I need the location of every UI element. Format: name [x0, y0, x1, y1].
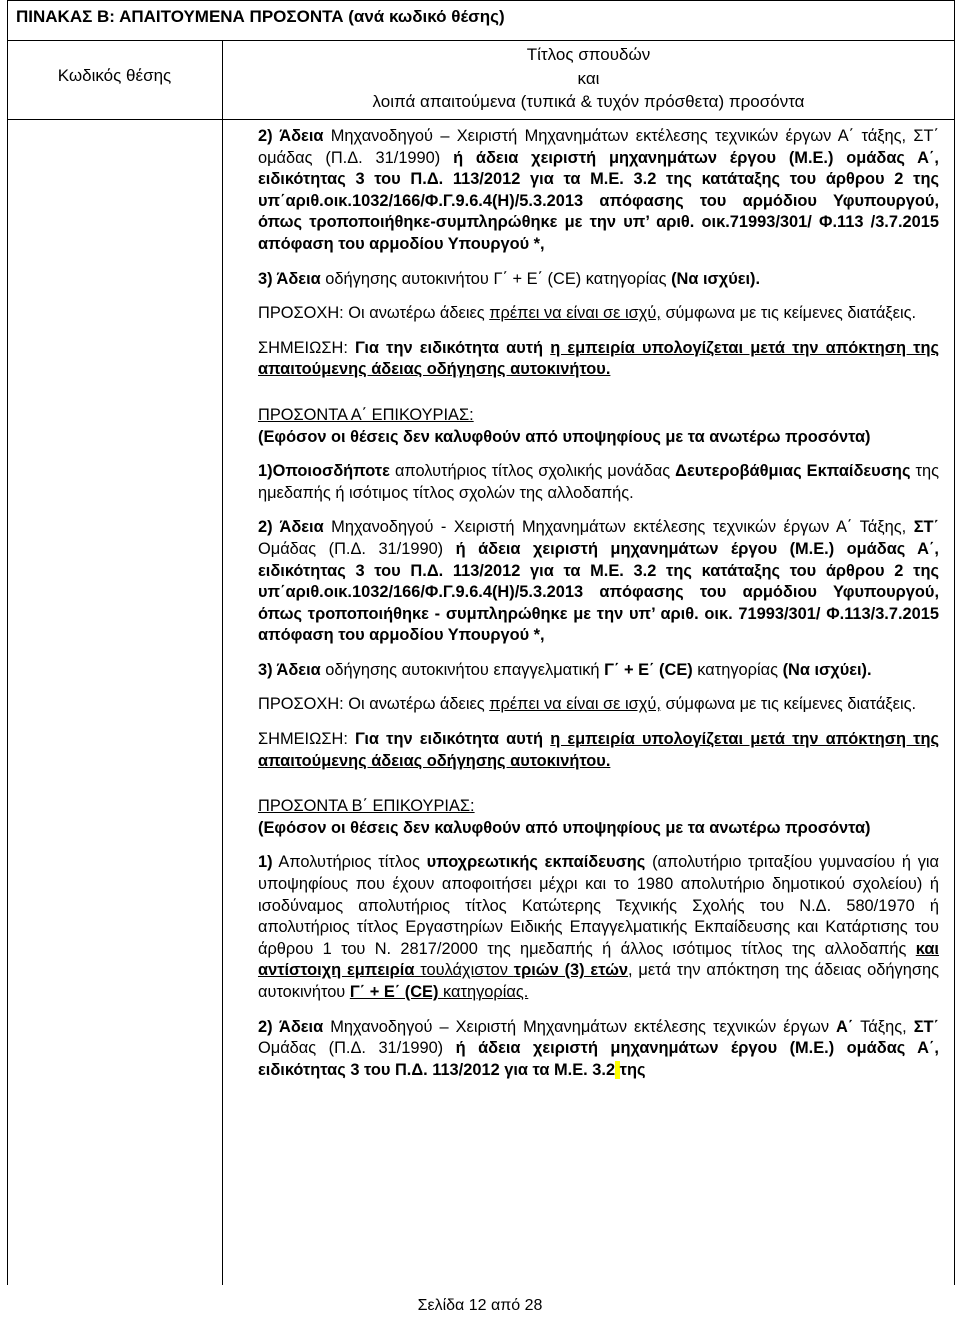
header-row-divider — [7, 119, 954, 120]
a-education: 1)Οποιοσδήποτε απολυτήριος τίτλος σχολικής μονάδας Δευτεροβάθμιας Εκπαίδευσης της ημεδαπής ή ισότιμος τίτλος σχολών της αλλοδαπής. — [258, 462, 940, 502]
header-requirements-column — [223, 43, 954, 114]
requirements-content — [258, 126, 939, 1081]
b-education: 1) Απολυτήριος τίτλος υποχρεωτικής εκπαίδευσης (απολυτήριο τριταξίου γυμνασίου ή για υποψηφίους που έχουν αποφοιτήσει μέχρι και το 1980 απολυτήριο δημοτικού σχολείου) ή ισοδύναμος απολυτήριος τίτλος Κατώτερης Τεχνικής Σχολής του Ν.Δ. 580/1970 ή απολυτήριος τίτλος Εργαστηρίων Ειδικής Επαγγελματικής Εκπαίδευσης και Κατάρτισης του άρθρου 1 του Ν. 2817/2000 της ημεδαπής ή άλλος ισότιμος τίτλος της αλλοδαπής και αντίστοιχη εμπειρία τουλάχιστον τριών (3) ετών, μετά την απόκτηση της άδειας οδήγησης αυτοκινήτου Γ΄ + Ε΄ (CE) κατηγορίας. — [258, 853, 940, 1001]
b-license-operator: 2) Άδεια Μηχανοδηγού – Χειριστή Μηχανημάτων εκτέλεσης τεχνικών έργων Α΄ Τάξης, ΣΤ΄ Ομάδας (Π.Δ. 31/1990) ή άδεια χειριστή μηχανημάτων έργου (Μ.Ε.) ομάδας Α΄, ειδικότητας 3 του Π.Δ. 113/2012 για τα Μ.Ε. 3.2 της — [258, 1017, 939, 1079]
a-license-operator: 2) Άδεια Μηχανοδηγού - Χειριστή Μηχανημάτων εκτέλεσης τεχνικών έργων Α΄ Τάξης, ΣΤ΄ Ομάδας (Π.Δ. 31/1990) ή άδεια χειριστή μηχανημάτων έργου (Μ.Ε.) ομάδας Α΄, ειδικότητας 3 του Π.Δ. 113/2012 για τα Μ.Ε. 3.2 της κατάταξης του άρθρου 2 της υπ΄αριθ.οικ.1032/166/Φ.Γ.9.6.4(Η)/5.3.2013 απόφασης του αρμόδιου Υφυπουργού, όπως τροποποιήθηκε - συμπληρώθηκε με την υπ’ αριθ. οικ. 71993/301/ Φ.113/3.7.2015 απόφαση του αρμοδίου Υπουργού *, — [258, 518, 939, 645]
header-reqs-line1: Τίτλος σπουδών — [526, 45, 651, 64]
s1-note: ΣΗΜΕΙΩΣΗ: Για την ειδικότητα αυτή η εμπειρία υπολογίζεται μετά την απόκτηση της απαιτούμενης άδειας οδήγησης αυτοκινήτου. — [258, 338, 939, 379]
title-row-divider — [7, 40, 954, 41]
b-section-title: ΠΡΟΣΟΝΤΑ Β΄ ΕΠΙΚΟΥΡΙΑΣ: — [258, 797, 475, 816]
column-divider — [222, 40, 223, 1285]
a-license-driving: 3) Άδεια οδήγησης αυτοκινήτου επαγγελματική Γ΄ + Ε΄ (CE) κατηγορίας (Να ισχύει). — [258, 660, 872, 679]
s1-license-driving: 3) Άδεια οδήγησης αυτοκινήτου Γ΄ + Ε΄ (CE) κατηγορίας (Να ισχύει). — [258, 269, 761, 288]
header-code-column: Κωδικός θέσης — [57, 66, 172, 85]
table-top-border — [7, 0, 954, 1]
a-section-title: ΠΡΟΣΟΝΤΑ Α΄ ΕΠΙΚΟΥΡΙΑΣ: — [258, 405, 474, 424]
page-footer: Σελίδα 12 από 28 — [417, 1297, 543, 1314]
a-condition: (Εφόσον οι θέσεις δεν καλυφθούν από υποψηφίους με τα ανωτέρω προσόντα) — [258, 427, 871, 446]
a-note: ΣΗΜΕΙΩΣΗ: Για την ειδικότητα αυτή η εμπειρία υπολογίζεται μετά την απόκτηση της απαιτούμενης άδειας οδήγησης αυτοκινήτου. — [258, 730, 939, 770]
a-warning: ΠΡΟΣΟΧΗ: Οι ανωτέρω άδειες πρέπει να είναι σε ισχύ, σύμφωνα με τις κείμενες διατάξεις. — [258, 695, 917, 714]
s1-warning: ΠΡΟΣΟΧΗ: Οι ανωτέρω άδειες πρέπει να είναι σε ισχύ, σύμφωνα με τις κείμενες διατάξεις. — [258, 304, 917, 323]
table-title: ΠΙΝΑΚΑΣ Β: ΑΠΑΙΤΟΥΜΕΝΑ ΠΡΟΣΟΝΤΑ (ανά κωδικό θέσης) — [16, 7, 505, 26]
header-reqs-line3: λοιπά απαιτούμενα (τυπικά & τυχόν πρόσθετα) προσόντα — [372, 92, 805, 111]
header-reqs-line2: και — [577, 68, 600, 88]
s1-license-operator: 2) Άδεια Μηχανοδηγού – Χειριστή Μηχανημάτων εκτέλεσης τεχνικών έργων Α΄ τάξης, ΣΤ΄ ομάδας (Π.Δ. 31/1990) ή άδεια χειριστή μηχανημάτων έργου (Μ.Ε.) ομάδας Α΄, ειδικότητας 3 του Π.Δ. 113/2012 για τα Μ.Ε. 3.2 της κατάταξης του άρθρου 2 της υπ΄αριθ.οικ.1032/166/Φ.Γ.9.6.4(Η)/5.3.2013 απόφασης του αρμόδιου Υφυπουργού, όπως τροποποιήθηκε-συμπληρώθηκε με την υπ’ αριθ. οικ.71993/301/ Φ.113 /3.7.2015 απόφαση του αρμοδίου Υπουργού *, — [258, 127, 939, 253]
b-condition: (Εφόσον οι θέσεις δεν καλυφθούν από υποψηφίους με τα ανωτέρω προσόντα) — [258, 818, 871, 837]
